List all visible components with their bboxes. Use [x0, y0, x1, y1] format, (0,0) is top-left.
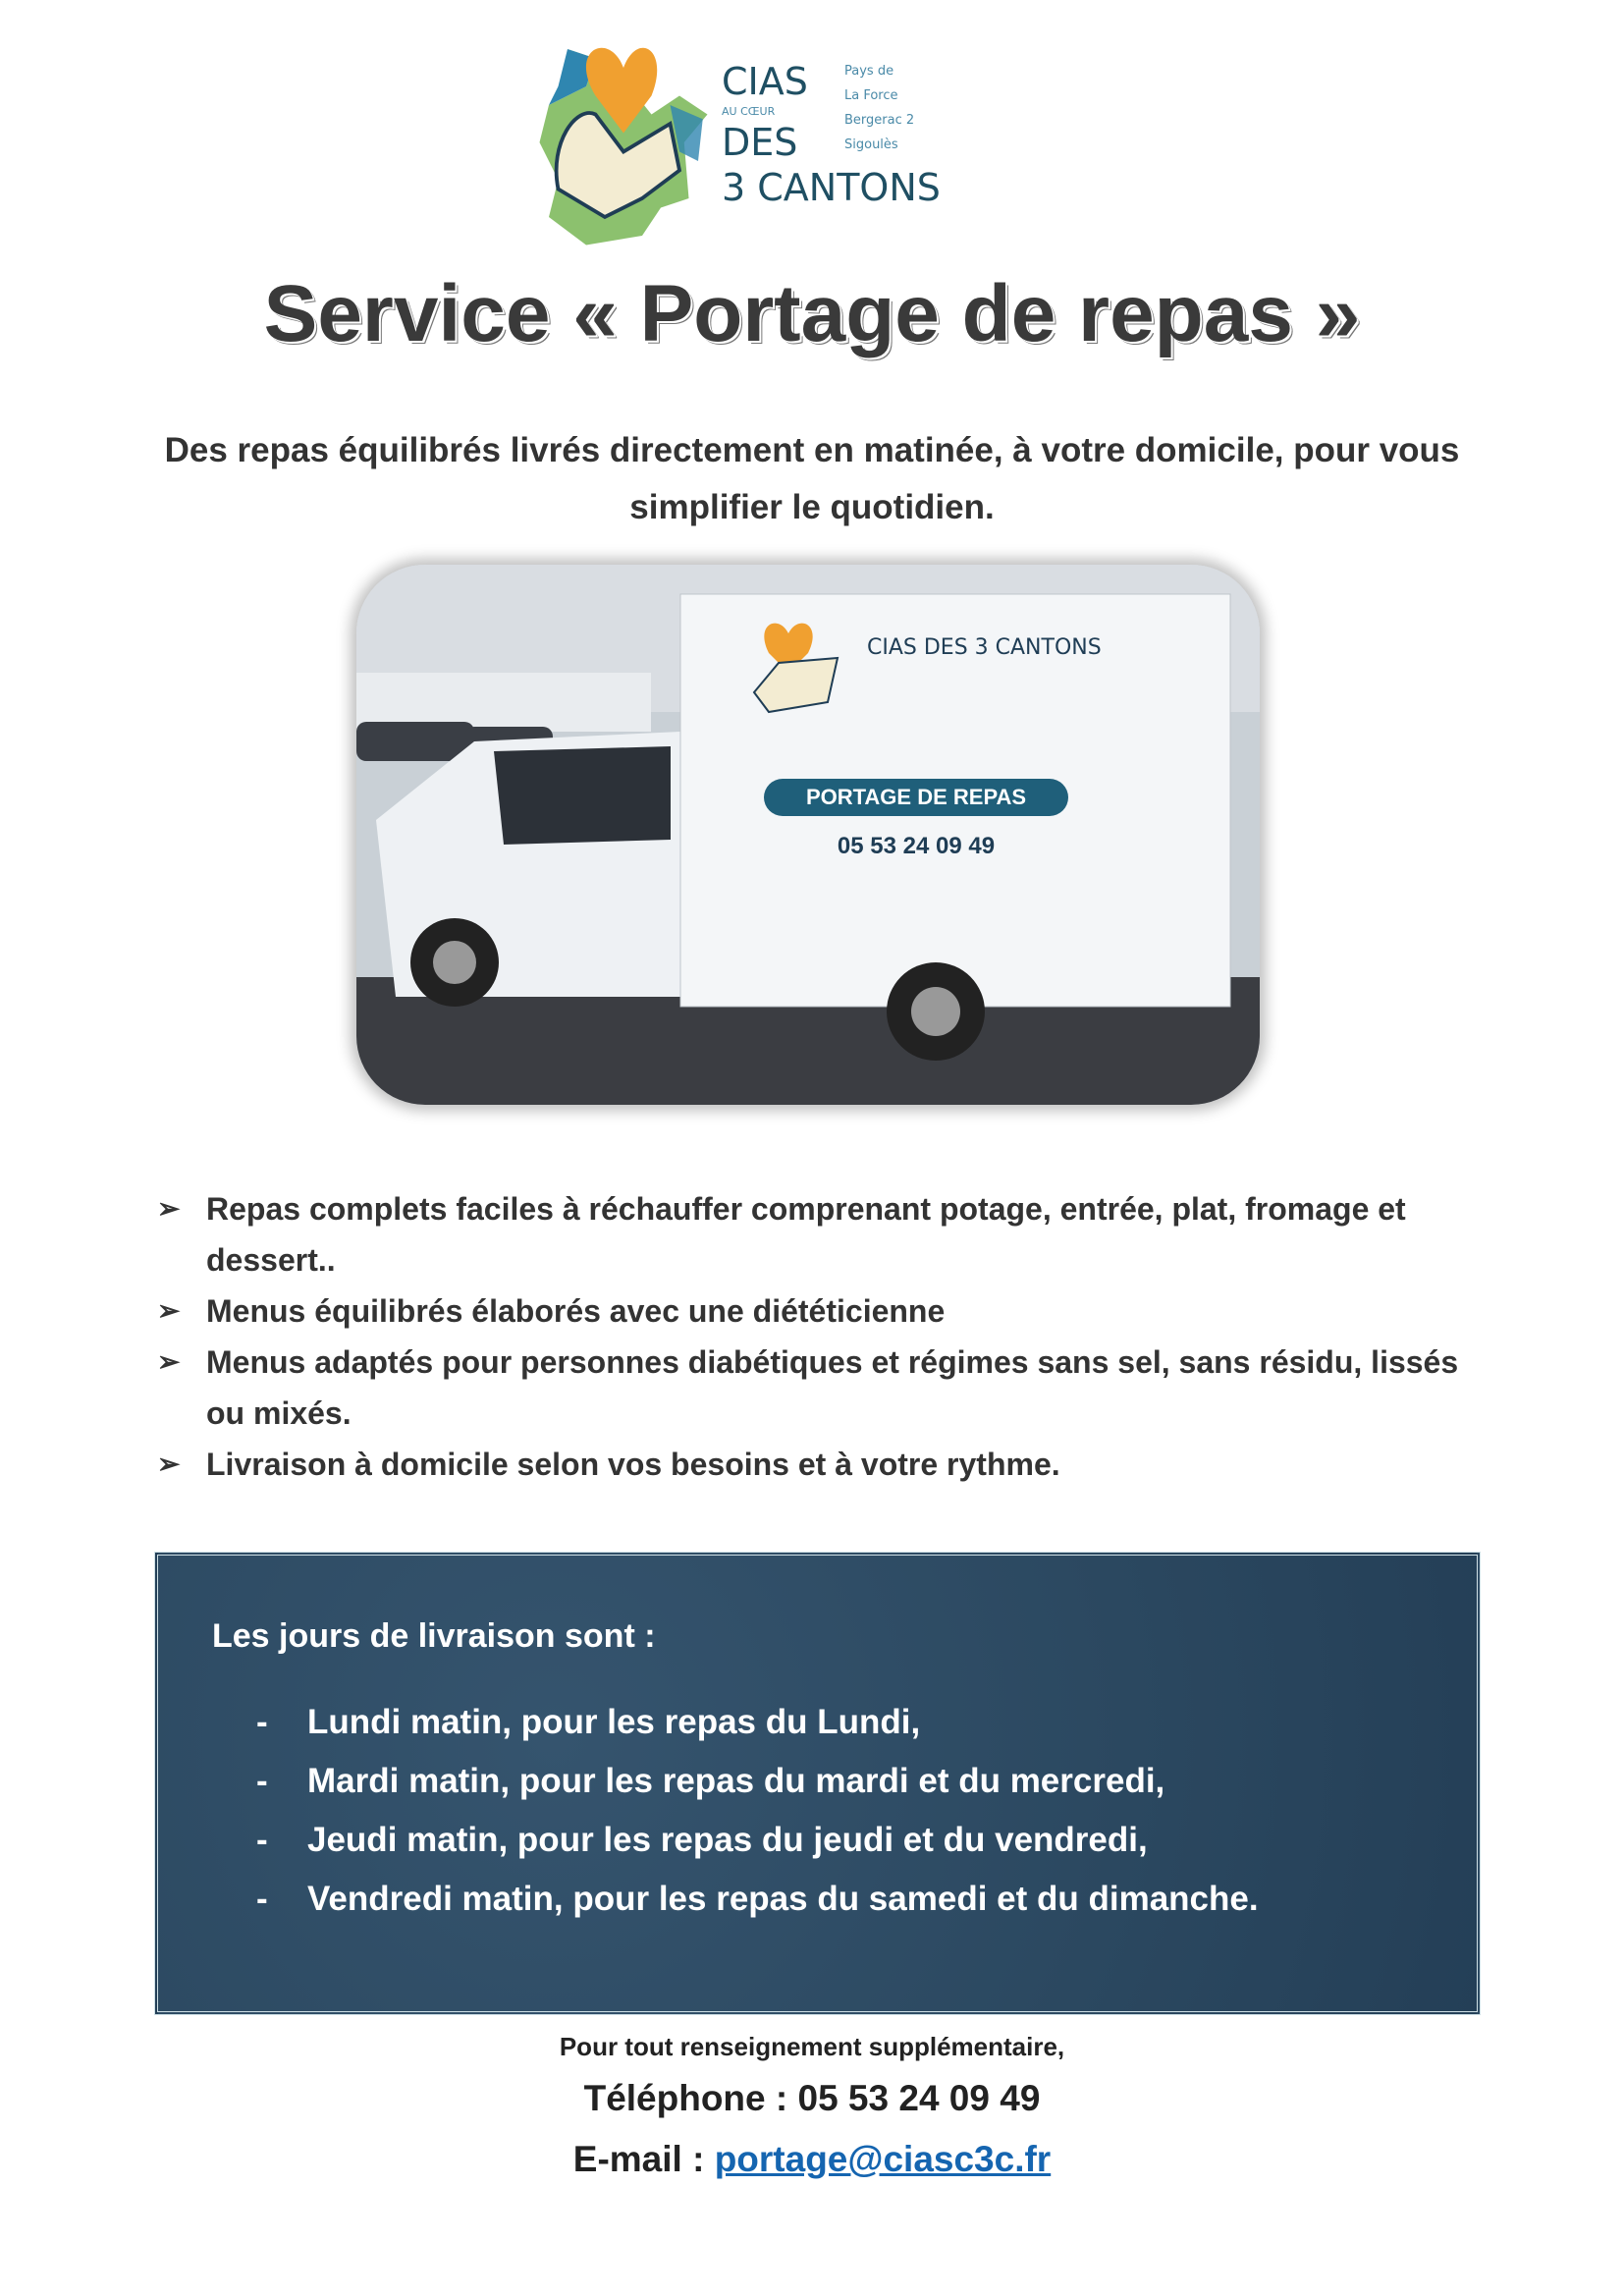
list-item: [256, 1811, 1259, 1870]
list-item: [256, 1870, 1259, 1929]
van-logo-text: CIAS DES 3 CANTONS: [867, 635, 1102, 660]
arrow-bullet-icon: ➢: [157, 1449, 181, 1479]
dash-bullet-icon: -: [256, 1821, 268, 1859]
list-item-text: Menus équilibrés élaborés avec une diététicienne: [206, 1293, 946, 1329]
day-text: Lundi matin, pour les repas du Lundi,: [307, 1703, 921, 1741]
list-item-text: Menus adaptés pour personnes diabétiques et régimes sans sel, sans résidu, lissés ou mixés.: [206, 1344, 1459, 1431]
van-label: PORTAGE DE REPAS: [805, 785, 1027, 809]
feature-list: [157, 1183, 1502, 1490]
list-item: [157, 1285, 1502, 1337]
delivery-days-list: [256, 1693, 1259, 1929]
logo-side-line: Sigoulès: [844, 137, 898, 152]
email-link[interactable]: portage@ciasc3c.fr: [714, 2139, 1052, 2179]
day-text: Vendredi matin, pour les repas du samedi et du dimanche.: [307, 1880, 1259, 1918]
phone-number: 05 53 24 09 49: [797, 2078, 1041, 2118]
logo-cantons: 3 CANTONS: [722, 166, 941, 209]
list-item-text: Livraison à domicile selon vos besoins et à votre rythme.: [206, 1447, 1060, 1482]
list-item: [157, 1439, 1502, 1490]
logo-small: AU CŒUR: [722, 105, 776, 118]
cias-logo: [530, 29, 982, 255]
list-item: [157, 1337, 1502, 1439]
logo-side-line: Bergerac 2: [844, 113, 915, 128]
day-text: Jeudi matin, pour les repas du jeudi et du vendredi,: [307, 1821, 1148, 1859]
contact-email: [0, 2129, 1624, 2190]
list-item: [256, 1693, 1259, 1752]
list-item: [256, 1752, 1259, 1811]
logo-side: [844, 59, 914, 157]
phone-label: Téléphone :: [583, 2078, 798, 2118]
dash-bullet-icon: -: [256, 1762, 268, 1800]
list-item: [157, 1183, 1502, 1285]
page-title: Service « Portage de repas »: [263, 269, 1361, 358]
arrow-bullet-icon: ➢: [157, 1193, 181, 1224]
email-label: E-mail :: [572, 2139, 715, 2179]
contact-intro: Pour tout renseignement supplémentaire,: [559, 2032, 1065, 2061]
logo-side-line: La Force: [844, 88, 898, 103]
dash-bullet-icon: -: [256, 1703, 268, 1741]
list-item-text: Repas complets faciles à réchauffer comprenant potage, entrée, plat, fromage et dessert..: [206, 1191, 1406, 1278]
contact-footer: [0, 2025, 1624, 2190]
logo-cias: CIAS: [722, 60, 808, 103]
hands-heart-icon: [530, 29, 717, 255]
delivery-days-box: [154, 1552, 1481, 2015]
van-photo: [356, 565, 1260, 1105]
dash-bullet-icon: -: [256, 1880, 268, 1918]
arrow-bullet-icon: ➢: [157, 1346, 181, 1377]
logo-des: DES: [722, 121, 798, 164]
delivery-heading: Les jours de livraison sont :: [212, 1617, 656, 1655]
subtitle: Des repas équilibrés livrés directement en matinée, à votre domicile, pour vous simplifier le quotidien.: [164, 431, 1460, 526]
van-phone: 05 53 24 09 49: [837, 833, 996, 859]
logo-side-line: Pays de: [844, 64, 894, 79]
contact-phone: [0, 2068, 1624, 2129]
day-text: Mardi matin, pour les repas du mardi et du mercredi,: [307, 1762, 1165, 1800]
arrow-bullet-icon: ➢: [157, 1295, 181, 1326]
